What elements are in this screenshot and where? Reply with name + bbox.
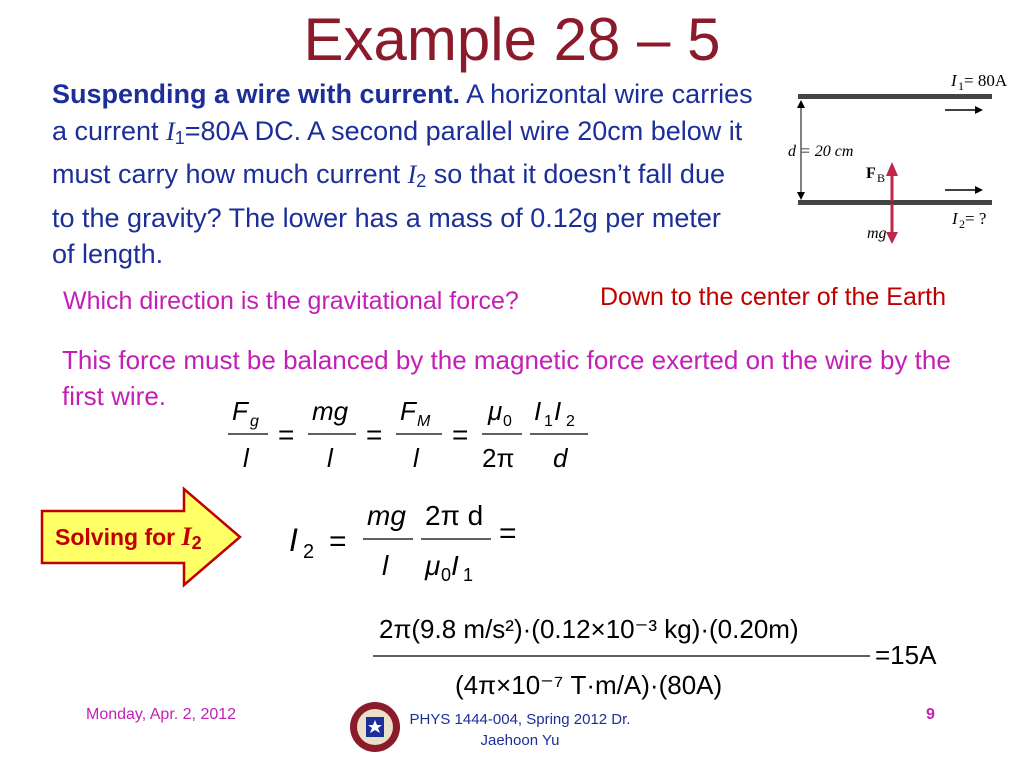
fb-label: F (866, 165, 876, 182)
eq1-M: M (417, 413, 431, 430)
sub-2: 2 (416, 171, 427, 191)
fig-i2-label: I (952, 209, 958, 228)
var-i1: I (166, 116, 175, 146)
d-arrow-top (797, 100, 805, 108)
footer-course-line2: Jaehoon Yu (480, 732, 560, 749)
fb-sub: B (877, 171, 886, 185)
eq1-eq2: = (366, 419, 383, 450)
fb-arrowhead (886, 162, 898, 176)
solving-sub: 2 (191, 533, 202, 553)
eq1-l2: l (327, 443, 333, 473)
answer-text: Down to the center of the Earth (600, 283, 947, 311)
problem-text-1: A horizontal wire carries (460, 79, 753, 109)
eq1-eq1: = (278, 419, 295, 450)
eq2-mg: mg (367, 500, 406, 531)
fig-i1-value: = 80A (964, 71, 1008, 90)
i2-solution-equation (285, 495, 535, 590)
eq1-l1: l (243, 443, 249, 473)
mg-arrowhead (886, 232, 898, 244)
fig-i1-sub: 1 (958, 79, 964, 93)
statement-text: This force must be balanced by the magnetic force exerted on the wire by the first wire. (62, 345, 951, 411)
solving-var: I (181, 522, 192, 551)
upper-wire (798, 94, 992, 99)
eq2-I: I (289, 522, 298, 558)
eq2-sub2: 2 (303, 541, 315, 563)
footer-date: Monday, Apr. 2, 2012 (86, 706, 237, 723)
question-text: Which direction is the gravitational force? (63, 287, 519, 315)
var-i2: I (407, 160, 417, 189)
eq3-result: =15A (875, 640, 937, 670)
problem-text-3b: so that it doesn’t fall due (426, 159, 725, 189)
eq1-zero: 0 (503, 413, 512, 430)
eq1-g: g (250, 413, 259, 430)
eq1-F: F (232, 396, 248, 426)
numeric-evaluation-equation (365, 600, 965, 710)
eq2-2pid: 2π d (425, 500, 484, 531)
eq2-eq1: = (329, 525, 347, 558)
i1-arrowhead (975, 106, 983, 114)
fig-i2-value: = ? (965, 209, 987, 228)
lower-wire (798, 200, 992, 205)
eq2-I1: I (451, 550, 459, 581)
mg-label: mg (867, 225, 887, 242)
problem-text-5: of length. (52, 239, 164, 269)
sub-1: 1 (174, 127, 185, 148)
eq2-l: l (382, 550, 389, 581)
d-label: d = 20 cm (788, 143, 854, 160)
eq1-d: d (553, 443, 568, 473)
eq2-eq2: = (499, 517, 517, 550)
eq1-l3: l (413, 443, 419, 473)
eq3-denominator: (4π×10⁻⁷ T·m/A)·(80A) (455, 670, 723, 700)
problem-text-2b: =80A DC. A second parallel wire 20cm below it (184, 115, 743, 146)
eq2-zero: 0 (441, 565, 452, 585)
problem-heading: Suspending a wire with current. (52, 79, 461, 109)
eq1-I1: I (534, 396, 542, 426)
footer-course (390, 709, 650, 751)
eq1-F2: F (400, 396, 416, 426)
eq1-sub2: 2 (566, 413, 575, 430)
d-arrow-bottom (797, 192, 805, 200)
problem-statement (52, 76, 792, 273)
problem-text-3a: must carry how much current (52, 159, 408, 189)
eq1-eq3: = (452, 419, 469, 450)
eq2-mu: μ (425, 550, 441, 581)
eq1-2pi: 2π (482, 443, 515, 473)
footer-course-line1: PHYS 1444-004, Spring 2012 Dr. (409, 711, 631, 728)
eq1-mu: μ (488, 396, 503, 426)
solving-text: Solving for (55, 524, 182, 550)
fig-i2-sub: 2 (959, 217, 965, 231)
solving-label (55, 522, 202, 558)
problem-text-2a: a current (52, 115, 167, 146)
eq1-mg: mg (312, 396, 349, 426)
page-number: 9 (926, 706, 935, 723)
parallel-wires-figure (783, 66, 1008, 246)
i2-arrowhead (975, 186, 983, 194)
problem-text-4: to the gravity? The lower has a mass of 0.12g per meter (52, 202, 721, 233)
eq3-numerator: 2π(9.8 m/s²)·(0.12×10⁻³ kg)·(0.20m) (379, 614, 799, 644)
force-balance-equation (220, 392, 600, 482)
fig-i1-label: I (951, 71, 957, 90)
slide-title: Example 28 – 5 (303, 6, 721, 73)
eq2-sub1: 1 (463, 565, 474, 585)
eq1-I2: I (554, 396, 562, 426)
eq1-sub1: 1 (544, 413, 553, 430)
